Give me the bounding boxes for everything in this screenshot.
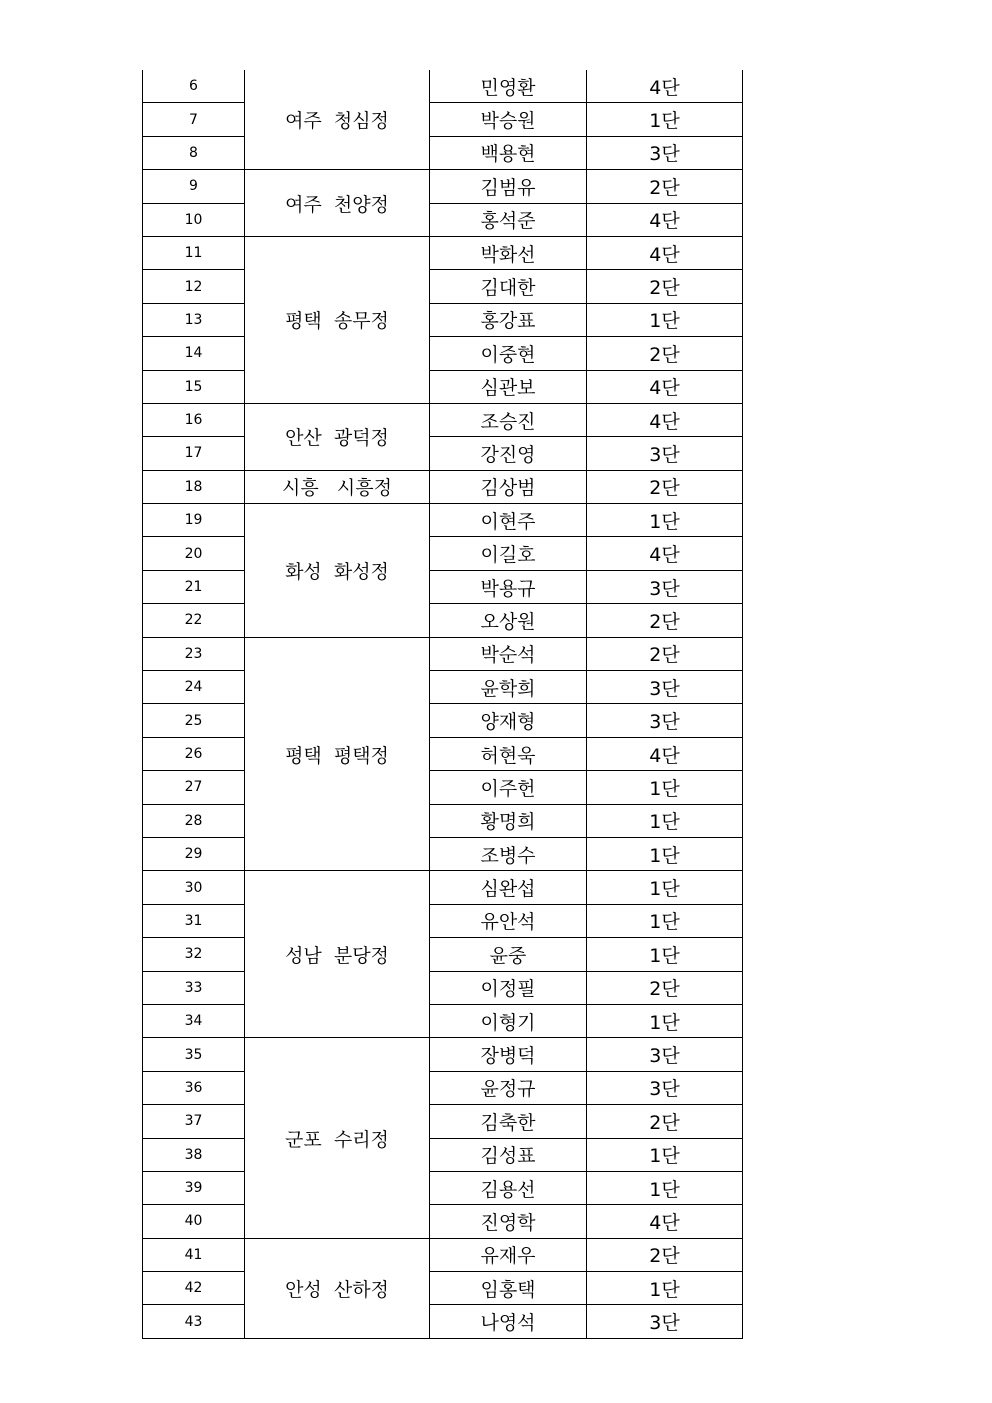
member-rank: 1단 bbox=[587, 804, 743, 837]
row-number: 26 bbox=[143, 737, 245, 770]
table-row bbox=[143, 1272, 743, 1305]
member-name: 박용규 bbox=[430, 570, 587, 603]
member-name: 이중현 bbox=[430, 337, 587, 370]
row-number: 25 bbox=[143, 704, 245, 737]
table-row bbox=[143, 1171, 743, 1204]
member-name: 조승진 bbox=[430, 403, 587, 436]
member-rank: 4단 bbox=[587, 370, 743, 403]
table-row bbox=[143, 604, 743, 637]
row-number: 11 bbox=[143, 236, 245, 269]
member-name: 황명희 bbox=[430, 804, 587, 837]
member-name: 김대한 bbox=[430, 270, 587, 303]
member-rank: 3단 bbox=[587, 671, 743, 704]
member-rank: 4단 bbox=[587, 403, 743, 436]
row-number: 43 bbox=[143, 1305, 245, 1338]
member-rank: 2단 bbox=[587, 604, 743, 637]
member-name: 이현주 bbox=[430, 504, 587, 537]
row-number: 14 bbox=[143, 337, 245, 370]
row-number: 36 bbox=[143, 1071, 245, 1104]
row-number: 9 bbox=[143, 170, 245, 203]
club-name: 안산 광덕정 bbox=[245, 403, 430, 470]
row-number: 28 bbox=[143, 804, 245, 837]
club-name: 평택 평택정 bbox=[245, 637, 430, 871]
member-name: 민영환 bbox=[430, 70, 587, 103]
table-row bbox=[143, 136, 743, 169]
table-row bbox=[143, 704, 743, 737]
row-number: 32 bbox=[143, 938, 245, 971]
member-rank: 3단 bbox=[587, 1305, 743, 1338]
club-name: 여주 청심정 bbox=[245, 70, 430, 170]
club-name: 시흥 시흥정 bbox=[245, 470, 430, 503]
row-number: 13 bbox=[143, 303, 245, 336]
member-rank: 4단 bbox=[587, 537, 743, 570]
row-number: 6 bbox=[143, 70, 245, 103]
member-name: 나영석 bbox=[430, 1305, 587, 1338]
row-number: 17 bbox=[143, 437, 245, 470]
member-rank: 1단 bbox=[587, 1171, 743, 1204]
member-rank: 2단 bbox=[587, 170, 743, 203]
table-row bbox=[143, 1071, 743, 1104]
member-rank: 3단 bbox=[587, 136, 743, 169]
row-number: 38 bbox=[143, 1138, 245, 1171]
table-row bbox=[143, 403, 743, 436]
member-name: 유재우 bbox=[430, 1238, 587, 1271]
member-rank: 1단 bbox=[587, 1138, 743, 1171]
row-number: 8 bbox=[143, 136, 245, 169]
member-rank: 1단 bbox=[587, 904, 743, 937]
member-rank: 2단 bbox=[587, 270, 743, 303]
member-name: 백용현 bbox=[430, 136, 587, 169]
member-rank: 4단 bbox=[587, 203, 743, 236]
member-rank: 2단 bbox=[587, 470, 743, 503]
member-name: 이주헌 bbox=[430, 771, 587, 804]
table-row bbox=[143, 570, 743, 603]
table-row bbox=[143, 470, 743, 503]
member-name: 김상범 bbox=[430, 470, 587, 503]
row-number: 33 bbox=[143, 971, 245, 1004]
member-name: 이형기 bbox=[430, 1004, 587, 1037]
table-row bbox=[143, 1038, 743, 1071]
member-name: 유안석 bbox=[430, 904, 587, 937]
row-number: 27 bbox=[143, 771, 245, 804]
member-name: 양재형 bbox=[430, 704, 587, 737]
member-rank: 4단 bbox=[587, 70, 743, 103]
row-number: 16 bbox=[143, 403, 245, 436]
row-number: 34 bbox=[143, 1004, 245, 1037]
table-row bbox=[143, 537, 743, 570]
member-rank: 3단 bbox=[587, 437, 743, 470]
table-row bbox=[143, 637, 743, 670]
member-name: 박승원 bbox=[430, 103, 587, 136]
row-number: 19 bbox=[143, 504, 245, 537]
table-row bbox=[143, 170, 743, 203]
club-name: 평택 송무정 bbox=[245, 236, 430, 403]
member-rank: 2단 bbox=[587, 1105, 743, 1138]
table-row bbox=[143, 437, 743, 470]
row-number: 22 bbox=[143, 604, 245, 637]
row-number: 15 bbox=[143, 370, 245, 403]
row-number: 30 bbox=[143, 871, 245, 904]
member-name: 김용선 bbox=[430, 1171, 587, 1204]
row-number: 35 bbox=[143, 1038, 245, 1071]
row-number: 29 bbox=[143, 837, 245, 870]
member-name: 박화선 bbox=[430, 236, 587, 269]
table-row bbox=[143, 804, 743, 837]
row-number: 31 bbox=[143, 904, 245, 937]
member-rank: 2단 bbox=[587, 971, 743, 1004]
row-number: 39 bbox=[143, 1171, 245, 1204]
member-name: 장병덕 bbox=[430, 1038, 587, 1071]
row-number: 20 bbox=[143, 537, 245, 570]
member-rank: 1단 bbox=[587, 837, 743, 870]
member-name: 김축한 bbox=[430, 1105, 587, 1138]
member-name: 심관보 bbox=[430, 370, 587, 403]
member-name: 강진영 bbox=[430, 437, 587, 470]
member-name: 심완섭 bbox=[430, 871, 587, 904]
member-rank: 3단 bbox=[587, 704, 743, 737]
table-row bbox=[143, 337, 743, 370]
member-rank: 1단 bbox=[587, 771, 743, 804]
table-row bbox=[143, 236, 743, 269]
table-row bbox=[143, 737, 743, 770]
member-rank: 1단 bbox=[587, 1004, 743, 1037]
table-row bbox=[143, 771, 743, 804]
member-rank: 2단 bbox=[587, 637, 743, 670]
club-name: 성남 분당정 bbox=[245, 871, 430, 1038]
member-rank: 1단 bbox=[587, 103, 743, 136]
table-row bbox=[143, 370, 743, 403]
row-number: 21 bbox=[143, 570, 245, 603]
member-name: 이길호 bbox=[430, 537, 587, 570]
member-name: 윤정규 bbox=[430, 1071, 587, 1104]
club-name: 군포 수리정 bbox=[245, 1038, 430, 1238]
member-rank: 1단 bbox=[587, 871, 743, 904]
table-row bbox=[143, 904, 743, 937]
row-number: 12 bbox=[143, 270, 245, 303]
member-name: 임홍택 bbox=[430, 1272, 587, 1305]
member-name: 김성표 bbox=[430, 1138, 587, 1171]
member-rank: 4단 bbox=[587, 737, 743, 770]
table-row bbox=[143, 938, 743, 971]
row-number: 42 bbox=[143, 1272, 245, 1305]
member-rank: 4단 bbox=[587, 1205, 743, 1238]
member-rank: 3단 bbox=[587, 570, 743, 603]
table-row bbox=[143, 504, 743, 537]
member-rank: 1단 bbox=[587, 1272, 743, 1305]
table-row bbox=[143, 837, 743, 870]
table-row bbox=[143, 1205, 743, 1238]
club-name: 여주 천양정 bbox=[245, 170, 430, 237]
roster-table bbox=[142, 70, 743, 1339]
table-row bbox=[143, 1305, 743, 1338]
row-number: 40 bbox=[143, 1205, 245, 1238]
table-row bbox=[143, 671, 743, 704]
member-rank: 3단 bbox=[587, 1071, 743, 1104]
table-row bbox=[143, 270, 743, 303]
table-row bbox=[143, 971, 743, 1004]
member-rank: 2단 bbox=[587, 1238, 743, 1271]
member-rank: 3단 bbox=[587, 1038, 743, 1071]
row-number: 41 bbox=[143, 1238, 245, 1271]
table-row bbox=[143, 303, 743, 336]
member-name: 진영학 bbox=[430, 1205, 587, 1238]
row-number: 37 bbox=[143, 1105, 245, 1138]
table-row bbox=[143, 103, 743, 136]
member-name: 홍강표 bbox=[430, 303, 587, 336]
member-name: 윤학희 bbox=[430, 671, 587, 704]
member-rank: 2단 bbox=[587, 337, 743, 370]
roster-body bbox=[143, 70, 743, 1338]
row-number: 10 bbox=[143, 203, 245, 236]
table-row bbox=[143, 1004, 743, 1037]
member-rank: 1단 bbox=[587, 504, 743, 537]
member-rank: 1단 bbox=[587, 303, 743, 336]
member-name: 이정필 bbox=[430, 971, 587, 1004]
table-row bbox=[143, 1138, 743, 1171]
row-number: 7 bbox=[143, 103, 245, 136]
member-name: 박순석 bbox=[430, 637, 587, 670]
row-number: 18 bbox=[143, 470, 245, 503]
row-number: 23 bbox=[143, 637, 245, 670]
member-rank: 1단 bbox=[587, 938, 743, 971]
table-row bbox=[143, 1238, 743, 1271]
member-name: 조병수 bbox=[430, 837, 587, 870]
member-name: 오상원 bbox=[430, 604, 587, 637]
club-name: 안성 산하정 bbox=[245, 1238, 430, 1338]
member-name: 윤중 bbox=[430, 938, 587, 971]
row-number: 24 bbox=[143, 671, 245, 704]
club-name: 화성 화성정 bbox=[245, 504, 430, 638]
member-name: 김범유 bbox=[430, 170, 587, 203]
table-row bbox=[143, 1105, 743, 1138]
member-name: 허현욱 bbox=[430, 737, 587, 770]
table-row bbox=[143, 871, 743, 904]
member-name: 홍석준 bbox=[430, 203, 587, 236]
member-rank: 4단 bbox=[587, 236, 743, 269]
table-row bbox=[143, 203, 743, 236]
table-row bbox=[143, 70, 743, 103]
